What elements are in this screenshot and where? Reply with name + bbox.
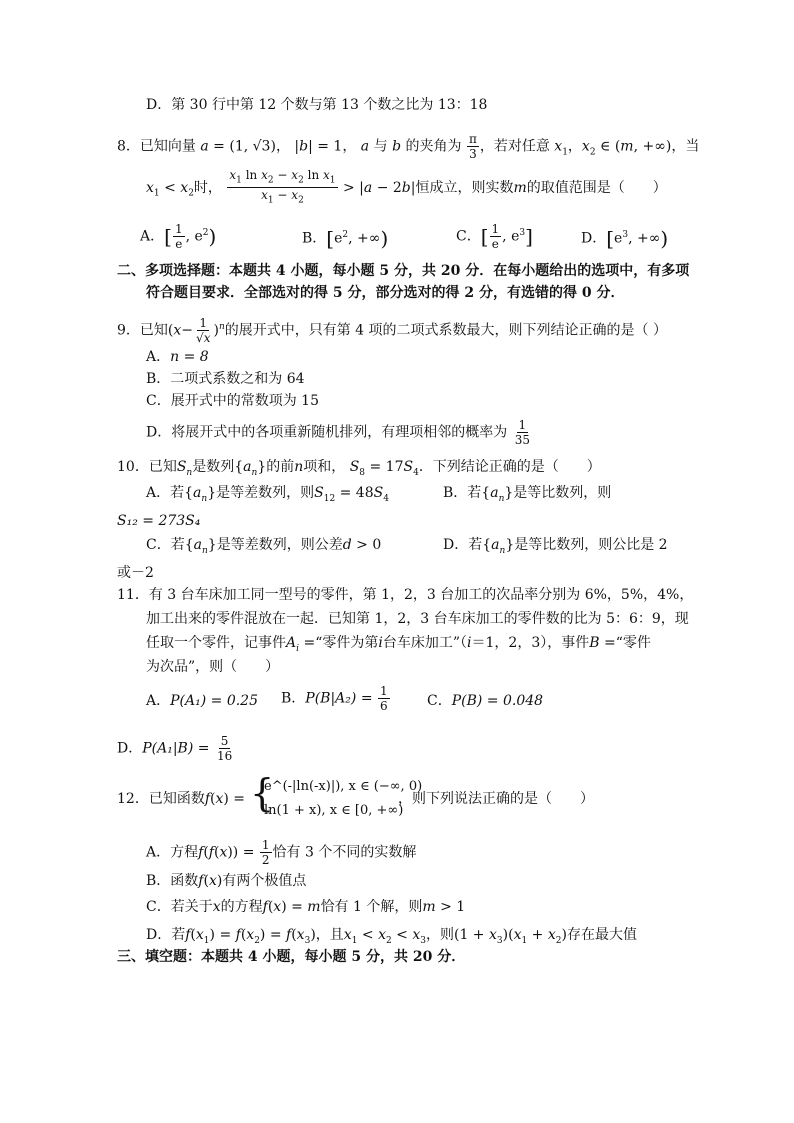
q12-option-c-text1: C．若关于 — [146, 899, 213, 915]
q8-option-b-label: B． — [302, 230, 327, 247]
q11-line3-e: “零件 — [615, 635, 651, 651]
q8-option-c: C．[ $\frac{1}{e}$ , $e^3$] — [456, 222, 533, 251]
q10-option-d-text1: D．若 — [443, 537, 483, 553]
q11-option-b-label: B． — [281, 690, 306, 707]
q11-option-a-math: P(A₁) = 0.25 — [170, 693, 258, 709]
q11-option-c-label: C． — [427, 693, 452, 709]
q9-option-b: B．二项式系数之和为 64 — [146, 371, 305, 387]
q10-option-b-text2: 是等比数列，则 — [513, 485, 612, 501]
section2-heading: 二、多项选择题：本题共 4 小题，每小题 5 分，共 20 分．在每小题给出的选项中，有多项 — [117, 263, 690, 279]
q10-number: 10． — [117, 459, 149, 475]
q8-pi-over-3: $\frac{\pi}{3}$ — [468, 132, 477, 161]
q10-text4: 项和， — [303, 459, 346, 475]
q10-option-c: C．若$\{a_n\}$是等差数列，则公差d > 0 — [146, 537, 382, 556]
q10-text2: 是数列 — [192, 459, 235, 475]
q11-line1-text: 有 3 台车床加工同一型号的零件，第 1，2，3 台加工的次品率分别为 6%，5%，4%， — [148, 587, 694, 603]
q8-text5: 的取值范围是（ ） — [526, 179, 667, 196]
q10-option-b-cont: S₁₂ = 273S₄ — [117, 513, 201, 529]
q12-option-c: C．若关于x的方程f(x) = m恰有 1 个解，则m > 1 — [146, 899, 466, 915]
q12-option-a-half: $\frac{1}{2}$ — [261, 838, 270, 867]
section3-heading: 三、填空题：本题共 4 小题，每小题 5 分，共 20 分． — [117, 949, 466, 965]
q9-option-d-text: D．将展开式中的各项重新随机排列，有理项相邻的概率为 — [146, 424, 508, 441]
q12-stem-end: ，则下列说法正确的是（ ） — [398, 791, 594, 807]
q10-option-b: B．若$\{a_n\}$是等比数列，则 — [443, 485, 612, 504]
q12-option-d-text1: D．若 — [146, 927, 186, 943]
q9-text2: 的展开式中，只有第 4 项的二项式系数最大，则下列结论正确的是（ ） — [224, 322, 667, 339]
q11-line2: 加工出来的零件混放在一起．已知第 1，2，3 台车床加工的零件数的比为 5：6：9，现 — [146, 611, 689, 627]
q11-option-c-math: P(B) = 0.048 — [451, 693, 544, 709]
q8-text2: ，若对任意 — [479, 138, 550, 155]
q12-number: 12． — [117, 791, 149, 807]
q11-number: 11． — [117, 587, 149, 603]
q10-option-a: A．若$\{a_n\}$是等差数列，则$S_{12} = 48S_4$ — [146, 485, 389, 504]
section2-heading-cont: 符合题目要求．全部选对的得 5 分，部分选对的得 2 分，有选错的得 0 分． — [146, 285, 625, 301]
q8-number: 8． — [117, 138, 140, 155]
q11-line3-b: “零件为第 — [315, 635, 379, 651]
q12-case1: e^(-|ln(-x)|), x ∈ (−∞, 0) — [264, 779, 423, 794]
q10-option-d: D．若$\{a_n\}$是等比数列，则公比是 2 — [443, 537, 668, 556]
q8-option-b: B．[$e^2$, +∞) — [302, 226, 389, 251]
q11-line3-a: 任取一个零件，记事件 — [146, 635, 286, 651]
q11-option-d-frac: $\frac{5}{16}$ — [216, 734, 233, 763]
q7-option-d: D．第 30 行中第 12 个数与第 13 个数之比为 13：18 — [146, 97, 488, 113]
q9-option-a-label: A． — [146, 349, 171, 365]
q10-stem: 10．已知$S_n$是数列$\{a_n\}$的前n项和， $S_8 = 17S_4$．下列结论正确的是（ ） — [117, 459, 601, 478]
q12-option-b-text1: B．函数 — [146, 873, 199, 889]
q8-text3: ，当 — [671, 138, 700, 155]
q8-option-d-label: D． — [581, 230, 607, 247]
q8-fraction: $\frac{x_1 \ln x_2 - x_2 \ln x_1}{x_1 - x_2}$ — [229, 168, 336, 206]
q10-option-d-text2: 是等比数列，则公比是 2 — [514, 537, 668, 553]
q8-angle-text: 的夹角为 — [405, 138, 462, 155]
q12-option-b-text2: 有两个极值点 — [222, 873, 307, 889]
q10-option-d-cont: 或－2 — [117, 565, 154, 581]
q11-option-d-label: D． — [117, 740, 143, 757]
q11-option-b — [281, 684, 391, 713]
q8-text4: 恒成立，则实数 — [415, 179, 514, 196]
q12-text1: 已知函数 — [148, 791, 205, 807]
q12-option-c-text2: 的方程 — [220, 899, 263, 915]
q11-line1 — [117, 586, 693, 604]
q10-option-a-text1: A．若 — [146, 485, 185, 501]
q8-option-d: D．[$e^3$, +∞) — [581, 226, 669, 251]
q12-option-a: A．方程f(f(x)) = $\frac{1}{2}$ 恰有 3 个不同的实数解 — [146, 838, 417, 867]
q9-stem: 9．已知(x− $\frac{1}{√x}$ )$^n$的展开式中，只有第 4 项的二项式系数最大，则下列结论正确的是（ ） — [117, 316, 667, 345]
q12-piecewise-brace: { — [250, 771, 275, 815]
q9-probability: $\frac{1}{35}$ — [514, 418, 530, 447]
q12-option-d-text3: ，则 — [425, 927, 454, 943]
q11-option-d — [117, 734, 235, 763]
q12-option-d-text4: 存在最大值 — [566, 927, 637, 943]
q10-text3: 的前 — [266, 459, 295, 475]
q9-option-c: C．展开式中的常数项为 15 — [146, 393, 319, 409]
q10-option-c-text1: C．若 — [146, 537, 185, 553]
q11-option-b-math: P(B|A₂) = — [305, 690, 373, 707]
q12-stem: 12．已知函数f(x) = — [117, 791, 246, 807]
q12-option-d: D．若$f(x_1) = f(x_2) = f(x_3)$，且$x_1 < x_2 < x_3$，则$(1 + x_3)(x_1 + x_2)$存在最大值 — [146, 927, 637, 946]
q12-case2: ln(1 + x), x ∈ [0, +∞) — [264, 803, 404, 818]
q12-option-b: B．函数f(x)有两个极值点 — [146, 873, 307, 889]
q10-text5: ．下列结论正确的是（ ） — [418, 459, 601, 475]
q11-option-a-label: A． — [146, 693, 171, 709]
q12-option-a-text2: 恰有 3 个不同的实数解 — [272, 844, 417, 861]
q9-option-a-math: n = 8 — [170, 349, 209, 365]
q8-comma: ， — [275, 138, 290, 155]
q9-number: 9． — [117, 322, 140, 339]
q8-line1: 8．已知向量 a = (1, √3)， |b| = 1， a 与 b 的夹角为 $\frac{\pi}{3}$ ，若对任意 $x_1$，$x_2$ ∈ (m, +∞)，当 — [117, 132, 700, 161]
q10-option-a-text2: 是等差数列，则 — [216, 485, 315, 501]
q9-option-d — [146, 418, 533, 447]
q10-option-c-text2: 是等差数列，则公差 — [216, 537, 343, 553]
vector-a: a — [200, 138, 209, 155]
q10-text1: 已知 — [148, 459, 177, 475]
q8-text: 已知向量 — [139, 138, 196, 155]
q9-text1: 已知 — [139, 322, 168, 339]
q8-option-a: A．[ $\frac{1}{e}$ , $e^2$) — [140, 222, 217, 251]
q8-when: 时， — [193, 179, 222, 196]
q12-option-d-text2: ，且 — [315, 927, 344, 943]
q9-option-a — [146, 348, 209, 366]
q11-option-d-math: P(A₁|B) = — [142, 740, 210, 757]
q8-line2: $x_1 < x_2$时， $\frac{x_1 \ln x_2 - x_2 \ln x_1}{x_1 - x_2}$ > |a − 2b|恒成立，则实数m的取值范围是（ ） — [146, 168, 667, 206]
q8-option-a-label: A． — [140, 228, 165, 245]
q11-line4: 为次品”，则（ ） — [146, 659, 280, 675]
q12-option-c-text3: 恰有 1 个解，则 — [320, 899, 423, 915]
q12-option-a-text1: A．方程 — [146, 844, 199, 861]
q11-line3: 任取一个零件，记事件$A_i$ =“零件为第i台车床加工”（i＝1，2，3），事件B =“零件 — [146, 635, 651, 654]
q11-line3-d: ＝1，2，3），事件 — [471, 635, 590, 651]
q11-option-c — [427, 692, 543, 710]
q8-option-c-label: C． — [456, 228, 481, 245]
q11-option-a — [146, 692, 258, 710]
q11-line3-c: 台车床加工”（ — [382, 635, 468, 651]
q8-comma2: ， — [342, 138, 357, 155]
q10-option-b-text1: B．若 — [443, 485, 482, 501]
q11-option-b-frac: $\frac{1}{6}$ — [380, 684, 388, 713]
